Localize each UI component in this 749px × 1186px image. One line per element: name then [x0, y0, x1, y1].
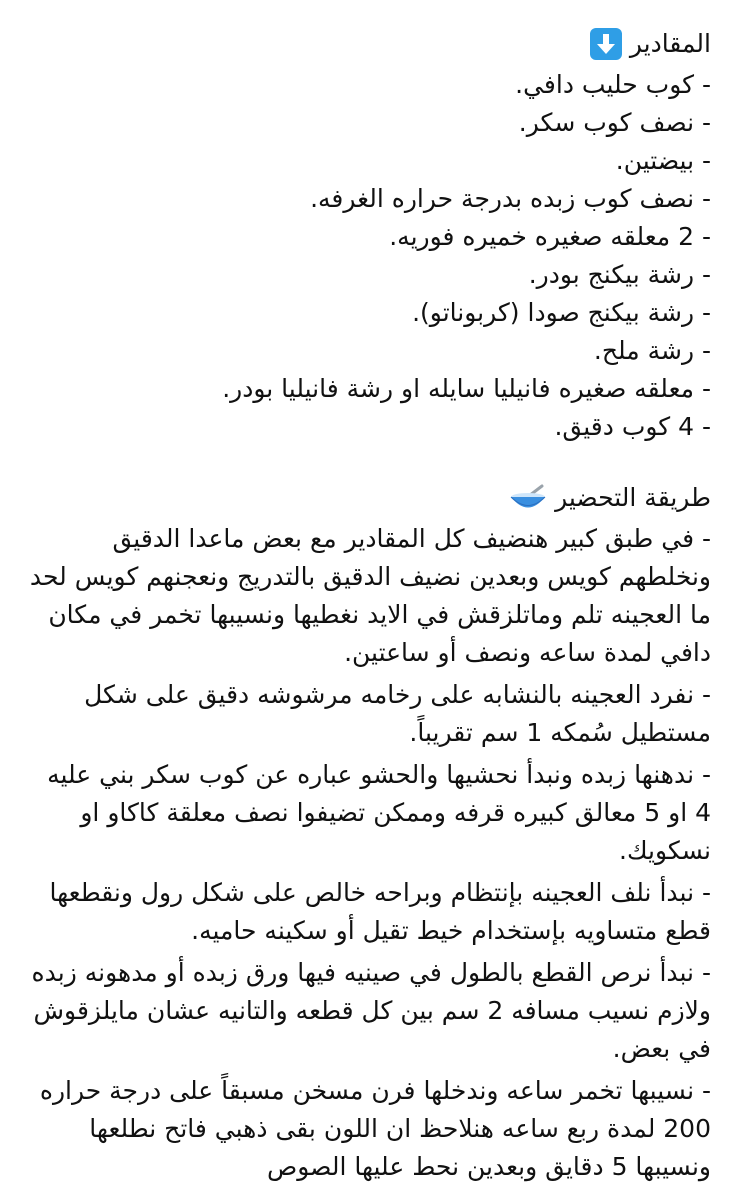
ingredient-item: - رشة بيكنج صودا (كربوناتو). [412, 298, 711, 327]
mixing-bowl-icon [509, 482, 547, 514]
ingredient-item: - رشة ملح. [593, 336, 711, 365]
preparation-step: - في طبق كبير هنضيف كل المقادير مع بعض ماعدا الدقيق ونخلطهم كويس وبعدين نضيف الدقيق بالتدريج ونعجنهم كويس لحد ما العجينه تلم وماتلزقش في الايد نغطيها ونسيبها تخمر في مكان دافي لمدة ساعه ونصف أو ساعتين. [29, 524, 711, 667]
section-gap [24, 446, 711, 476]
preparation-step: - نسيبها تخمر ساعه وندخلها فرن مسخن مسبقاً على درجة حراره 200 لمدة ربع ساعه هنلاحظ ان اللون بقى ذهبي فاتح نطلعها ونسيبها 5 دقايق وبعدين نحط عليها الصوص [39, 1076, 711, 1181]
preparation-step: - نبدأ نرص القطع بالطول في صينيه فيها ورق زبده أو مدهونه زبده ولازم نسيب مسافه 2 سم بين كل قطعه والتانيه عشان مايلزقوش في بعض. [31, 958, 711, 1063]
preparation-steps [24, 520, 711, 1186]
ingredient-item: - كوب حليب دافي. [515, 70, 711, 99]
ingredient-item: - رشة بيكنج بودر. [528, 260, 711, 289]
down-arrow-icon [590, 28, 622, 60]
ingredient-item: - نصف كوب سكر. [518, 108, 711, 137]
ingredient-item: - 2 معلقه صغيره خميره فوريه. [389, 222, 711, 251]
preparation-step: - ندهنها زبده ونبدأ نحشيها والحشو عباره عن كوب سكر بني عليه 4 او 5 معالق كبيره قرفه وممكن تضيفوا نصف معلقة كاكاو او نسكويك. [47, 760, 711, 865]
ingredients-title: المقادير [629, 29, 711, 58]
ingredient-item: - 4 كوب دقيق. [554, 412, 711, 441]
ingredients-heading [24, 22, 711, 66]
ingredients-list [24, 66, 711, 446]
ingredient-item: - نصف كوب زبده بدرجة حراره الغرفه. [310, 184, 711, 213]
ingredient-item: - معلقه صغيره فانيليا سايله او رشة فانيليا بودر. [222, 374, 711, 403]
preparation-title: طريقة التحضير [555, 483, 711, 512]
preparation-heading [24, 476, 711, 520]
preparation-step: - نبدأ نلف العجينه بإنتظام وبراحه خالص على شكل رول ونقطعها قطع متساويه بإستخدام خيط تقيل أو سكينه حاميه. [49, 878, 711, 945]
preparation-step: - نفرد العجينه بالنشابه على رخامه مرشوشه دقيق على شكل مستطيل سُمكه 1 سم تقريباً. [84, 680, 711, 747]
ingredient-item: - بيضتين. [615, 146, 711, 175]
